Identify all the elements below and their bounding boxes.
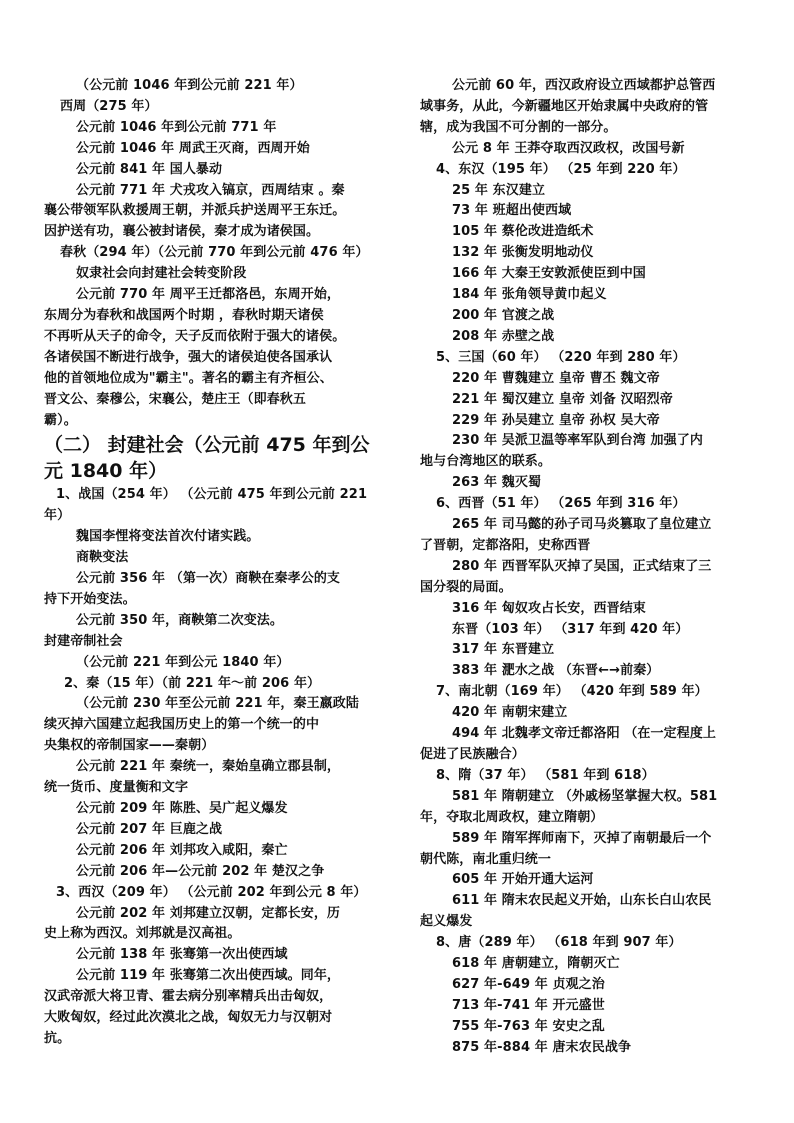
- text-line: 581 年 隋朝建立 （外戚杨坚掌握大权。581: [452, 788, 718, 804]
- text-line: 公元前 202 年 刘邦建立汉朝，定都长安，历: [76, 905, 341, 921]
- text-line: 年，夺取北周政权，建立隋朝）: [420, 809, 604, 825]
- text-line: 208 年 赤壁之战: [452, 328, 555, 344]
- text-line: 持下开始变法。: [44, 591, 136, 607]
- text-line: 265 年 司马懿的孙子司马炎篡取了皇位建立: [452, 517, 712, 533]
- text-line: 晋文公、秦穆公，宋襄公，楚庄王（即春秋五: [44, 391, 307, 407]
- text-line: 商鞅变法: [76, 550, 129, 566]
- text-line: 续灭掉六国建立起我国历史上的第一个统一的中: [44, 717, 320, 733]
- text-line: 朝代陈，南北重归统一: [420, 851, 552, 867]
- text-line: 184 年 张角领导黄巾起义: [452, 287, 607, 303]
- text-line: 西周（275 年）: [60, 98, 158, 114]
- text-line: 公元前 207 年 巨鹿之战: [76, 821, 223, 837]
- text-line: 8、隋（37 年） （581 年到 618）: [436, 767, 655, 783]
- text-line: 公元前 1046 年 周武王灭商，西周开始: [76, 140, 310, 156]
- text-line: 史上称为西汉。刘邦就是汉高祖。: [44, 926, 241, 942]
- text-line: 封建帝制社会: [44, 633, 123, 649]
- text-line: 494 年 北魏孝文帝迁都洛阳 （在一定程度上: [452, 726, 717, 742]
- section-heading: 元 1840 年）: [44, 460, 168, 483]
- text-line: （公元前 1046 年到公元前 221 年）: [76, 78, 303, 93]
- text-line: 383 年 淝水之战 （东晋←→前秦）: [452, 663, 660, 679]
- text-line: 公元前 119 年 张骞第二次出使西域。同年，: [76, 968, 341, 984]
- text-line: 2、秦（15 年）（前 221 年～前 206 年）: [64, 675, 321, 691]
- text-line: 1、战国（254 年） （公元前 475 年到公元前 221: [56, 487, 368, 503]
- text-line: 抗。: [44, 1030, 71, 1046]
- text-line: 汉武帝派大将卫青、霍去病分别率精兵出击匈奴，: [44, 989, 333, 1005]
- text-line: 魏国李悝将变法首次付诸实践。: [76, 529, 260, 545]
- text-line: 公元前 209 年 陈胜、吴广起义爆发: [76, 801, 288, 816]
- text-line: 了晋朝，定都洛阳，史称西晋: [420, 537, 591, 553]
- text-line: 年）: [44, 508, 71, 524]
- text-line: 央集权的帝制国家——秦朝）: [44, 738, 215, 754]
- text-line: 大败匈奴，经过此次漠北之战，匈奴无力与汉朝对: [44, 1010, 333, 1026]
- text-line: 229 年 孙吴建立 皇帝 孙权 吴大帝: [452, 412, 660, 428]
- text-line: 263 年 魏灭蜀: [452, 475, 542, 491]
- text-line: 713 年-741 年 开元盛世: [452, 997, 605, 1013]
- text-line: 73 年 班超出使西域: [452, 203, 572, 219]
- text-line: 3、西汉（209 年） （公元前 202 年到公元 8 年）: [56, 884, 367, 900]
- text-line: 611 年 隋末农民起义开始，山东长白山农民: [452, 893, 712, 909]
- text-line: 公元前 770 年 周平王迁都洛邑，东周开始，: [76, 287, 341, 303]
- text-line: 221 年 蜀汉建立 皇帝 刘备 汉昭烈帝: [452, 391, 673, 407]
- text-line: 317 年 东晋建立: [452, 642, 555, 658]
- text-line: 他的首领地位成为"霸主"。著名的霸主有齐桓公、: [44, 370, 333, 386]
- text-line: 6、西晋（51 年） （265 年到 316 年）: [436, 496, 686, 512]
- text-line: 605 年 开始开通大运河: [452, 872, 594, 888]
- text-line: 国分裂的局面。: [420, 579, 512, 595]
- text-line: 166 年 大秦王安敦派使臣到中国: [452, 266, 646, 282]
- text-line: 230 年 吴派卫温等率军队到台湾 加强了内: [452, 433, 703, 449]
- text-line: 220 年 曹魏建立 皇帝 曹丕 魏文帝: [452, 370, 660, 386]
- text-line: 公元前 350 年，商鞅第二次变法。: [76, 612, 283, 628]
- text-line: 东周分为春秋和战国两个时期 ，春秋时期天诸侯: [44, 307, 324, 323]
- text-line: （公元前 221 年到公元 1840 年）: [76, 654, 290, 670]
- text-line: 各诸侯国不断进行战争，强大的诸侯迫使各国承认: [44, 349, 333, 365]
- text-line: 春秋（294 年）（公元前 770 年到公元前 476 年）: [60, 245, 369, 261]
- text-line: 公元前 356 年 （第一次）商鞅在秦孝公的支: [76, 571, 341, 587]
- text-line: 公元前 221 年 秦统一，秦始皇确立郡县制，: [76, 759, 341, 775]
- right-column: [420, 76, 752, 1059]
- text-line: 襄公带领军队救援周王朝，并派兵护送周平王东迁。: [44, 203, 346, 219]
- text-line: 316 年 匈奴攻占长安，西晋结束: [452, 600, 646, 616]
- text-line: 统一货币、度量衡和文字: [44, 780, 189, 796]
- text-line: 公元 8 年 王莽夺取西汉政权，改国号新: [452, 140, 685, 156]
- text-line: 辖，成为我国不可分割的一部分。: [420, 119, 617, 135]
- text-line: 4、东汉（195 年） （25 年到 220 年）: [436, 161, 686, 177]
- text-line: 公元前 771 年 犬戎攻入镐京，西周结束 。秦: [76, 182, 345, 198]
- text-line: 公元前 206 年—公元前 202 年 楚汉之争: [76, 863, 325, 879]
- text-line: 200 年 官渡之战: [452, 307, 555, 323]
- text-line: 霸）。: [44, 412, 77, 428]
- text-line: 起义爆发: [420, 914, 473, 930]
- text-line: 25 年 东汉建立: [452, 182, 546, 198]
- text-line: 公元前 841 年 国人暴动: [76, 161, 223, 177]
- text-line: 不再听从天子的命令，天子反而依附于强大的诸侯。: [44, 328, 346, 344]
- text-line: 280 年 西晋军队灭掉了吴国，正式结束了三: [452, 558, 712, 574]
- text-line: （公元前 230 年至公元前 221 年，秦王嬴政陆: [76, 696, 359, 712]
- text-line: 东晋（103 年） （317 年到 420 年）: [452, 621, 689, 637]
- text-line: 105 年 蔡伦改进造纸术: [452, 224, 594, 240]
- text-line: 7、南北朝（169 年） （420 年到 589 年）: [436, 684, 708, 700]
- section-heading: （二） 封建社会（公元前 475 年到公: [44, 434, 370, 457]
- text-line: 公元前 1046 年到公元前 771 年: [76, 119, 277, 135]
- text-line: 域事务，从此，今新疆地区开始隶属中央政府的管: [420, 98, 709, 114]
- text-line: 奴隶社会向封建社会转变阶段: [76, 266, 247, 282]
- text-line: 627 年-649 年 贞观之治: [452, 976, 605, 992]
- text-line: 132 年 张衡发明地动仪: [452, 245, 594, 261]
- text-line: 公元前 138 年 张骞第一次出使西域: [76, 947, 288, 963]
- text-line: 促进了民族融合）: [420, 747, 525, 762]
- text-line: 公元前 60 年，西汉政府设立西域都护总管西: [452, 78, 716, 93]
- text-line: 5、三国（60 年） （220 年到 280 年）: [436, 349, 686, 365]
- text-line: 地与台湾地区的联系。: [420, 454, 552, 470]
- text-line: 因护送有功，襄公被封诸侯，秦才成为诸侯国。: [44, 224, 320, 240]
- text-line: 公元前 206 年 刘邦攻入咸阳，秦亡: [76, 842, 288, 858]
- text-line: 589 年 隋军挥师南下，灭掉了南朝最后一个: [452, 830, 712, 846]
- text-line: 755 年-763 年 安史之乱: [452, 1018, 605, 1034]
- text-line: 420 年 南朝宋建立: [452, 705, 568, 721]
- text-line: 618 年 唐朝建立，隋朝灭亡: [452, 956, 620, 972]
- text-line: 8、唐（289 年） （618 年到 907 年）: [436, 935, 682, 951]
- text-line: 875 年-884 年 唐末农民战争: [452, 1039, 632, 1055]
- left-column: [44, 76, 390, 1050]
